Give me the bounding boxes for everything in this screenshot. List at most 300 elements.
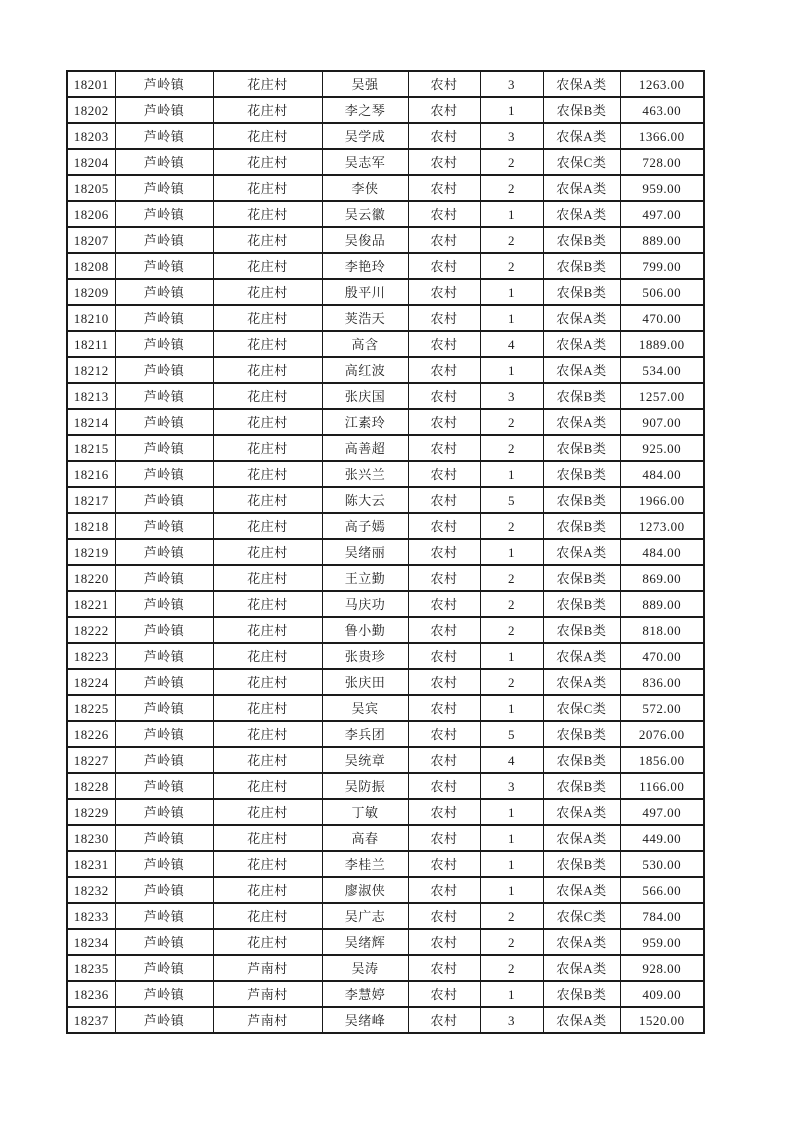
cell-insurance-category: 农保A类 bbox=[543, 539, 620, 565]
cell-town: 芦岭镇 bbox=[115, 669, 213, 695]
cell-insurance-category: 农保A类 bbox=[543, 175, 620, 201]
cell-id: 18223 bbox=[67, 643, 115, 669]
cell-name: 吴统章 bbox=[322, 747, 408, 773]
cell-village: 花庄村 bbox=[213, 201, 322, 227]
cell-insurance-category: 农保B类 bbox=[543, 227, 620, 253]
cell-town: 芦岭镇 bbox=[115, 695, 213, 721]
table-row bbox=[67, 435, 704, 461]
cell-residence-type: 农村 bbox=[408, 1007, 480, 1033]
cell-amount: 484.00 bbox=[620, 461, 704, 487]
cell-person-count: 3 bbox=[480, 773, 543, 799]
table-row bbox=[67, 877, 704, 903]
cell-name: 吴绪丽 bbox=[322, 539, 408, 565]
cell-village: 花庄村 bbox=[213, 435, 322, 461]
cell-id: 18222 bbox=[67, 617, 115, 643]
cell-amount: 1856.00 bbox=[620, 747, 704, 773]
table-row bbox=[67, 851, 704, 877]
cell-residence-type: 农村 bbox=[408, 331, 480, 357]
cell-name: 王立勤 bbox=[322, 565, 408, 591]
cell-village: 花庄村 bbox=[213, 903, 322, 929]
table-row bbox=[67, 97, 704, 123]
cell-name: 吴绪峰 bbox=[322, 1007, 408, 1033]
cell-insurance-category: 农保B类 bbox=[543, 747, 620, 773]
table-row bbox=[67, 773, 704, 799]
table-row bbox=[67, 227, 704, 253]
cell-amount: 409.00 bbox=[620, 981, 704, 1007]
cell-amount: 497.00 bbox=[620, 799, 704, 825]
cell-person-count: 2 bbox=[480, 669, 543, 695]
table-row bbox=[67, 279, 704, 305]
cell-id: 18231 bbox=[67, 851, 115, 877]
cell-amount: 818.00 bbox=[620, 617, 704, 643]
cell-id: 18226 bbox=[67, 721, 115, 747]
cell-town: 芦岭镇 bbox=[115, 175, 213, 201]
cell-village: 花庄村 bbox=[213, 929, 322, 955]
cell-id: 18232 bbox=[67, 877, 115, 903]
cell-insurance-category: 农保B类 bbox=[543, 981, 620, 1007]
table-row bbox=[67, 513, 704, 539]
cell-village: 芦南村 bbox=[213, 955, 322, 981]
cell-amount: 1520.00 bbox=[620, 1007, 704, 1033]
cell-town: 芦岭镇 bbox=[115, 617, 213, 643]
cell-amount: 470.00 bbox=[620, 305, 704, 331]
cell-person-count: 4 bbox=[480, 331, 543, 357]
cell-insurance-category: 农保B类 bbox=[543, 383, 620, 409]
cell-amount: 449.00 bbox=[620, 825, 704, 851]
table-row bbox=[67, 929, 704, 955]
cell-person-count: 2 bbox=[480, 409, 543, 435]
table-row bbox=[67, 565, 704, 591]
table-body bbox=[67, 71, 704, 1033]
cell-residence-type: 农村 bbox=[408, 877, 480, 903]
cell-insurance-category: 农保A类 bbox=[543, 331, 620, 357]
table-row bbox=[67, 201, 704, 227]
cell-village: 花庄村 bbox=[213, 383, 322, 409]
cell-residence-type: 农村 bbox=[408, 825, 480, 851]
cell-town: 芦岭镇 bbox=[115, 851, 213, 877]
cell-person-count: 1 bbox=[480, 851, 543, 877]
cell-person-count: 2 bbox=[480, 149, 543, 175]
cell-id: 18237 bbox=[67, 1007, 115, 1033]
cell-residence-type: 农村 bbox=[408, 409, 480, 435]
cell-person-count: 2 bbox=[480, 903, 543, 929]
cell-insurance-category: 农保B类 bbox=[543, 721, 620, 747]
cell-residence-type: 农村 bbox=[408, 565, 480, 591]
cell-town: 芦岭镇 bbox=[115, 721, 213, 747]
cell-town: 芦岭镇 bbox=[115, 799, 213, 825]
table-row bbox=[67, 1007, 704, 1033]
cell-insurance-category: 农保B类 bbox=[543, 253, 620, 279]
cell-village: 花庄村 bbox=[213, 305, 322, 331]
cell-id: 18218 bbox=[67, 513, 115, 539]
cell-name: 李兵团 bbox=[322, 721, 408, 747]
cell-name: 李慧婷 bbox=[322, 981, 408, 1007]
cell-amount: 1166.00 bbox=[620, 773, 704, 799]
cell-village: 花庄村 bbox=[213, 253, 322, 279]
cell-amount: 506.00 bbox=[620, 279, 704, 305]
cell-id: 18212 bbox=[67, 357, 115, 383]
cell-town: 芦岭镇 bbox=[115, 565, 213, 591]
cell-name: 吴绪辉 bbox=[322, 929, 408, 955]
cell-village: 花庄村 bbox=[213, 461, 322, 487]
cell-amount: 728.00 bbox=[620, 149, 704, 175]
cell-insurance-category: 农保A类 bbox=[543, 643, 620, 669]
cell-residence-type: 农村 bbox=[408, 357, 480, 383]
cell-amount: 1889.00 bbox=[620, 331, 704, 357]
cell-residence-type: 农村 bbox=[408, 669, 480, 695]
cell-person-count: 1 bbox=[480, 877, 543, 903]
cell-name: 丁敏 bbox=[322, 799, 408, 825]
cell-village: 花庄村 bbox=[213, 357, 322, 383]
cell-town: 芦岭镇 bbox=[115, 825, 213, 851]
cell-village: 花庄村 bbox=[213, 877, 322, 903]
cell-residence-type: 农村 bbox=[408, 383, 480, 409]
table-row bbox=[67, 799, 704, 825]
cell-amount: 869.00 bbox=[620, 565, 704, 591]
table-row bbox=[67, 539, 704, 565]
cell-id: 18208 bbox=[67, 253, 115, 279]
cell-village: 花庄村 bbox=[213, 487, 322, 513]
cell-town: 芦岭镇 bbox=[115, 487, 213, 513]
cell-village: 花庄村 bbox=[213, 669, 322, 695]
cell-amount: 784.00 bbox=[620, 903, 704, 929]
cell-amount: 1257.00 bbox=[620, 383, 704, 409]
cell-residence-type: 农村 bbox=[408, 97, 480, 123]
cell-town: 芦岭镇 bbox=[115, 461, 213, 487]
cell-insurance-category: 农保A类 bbox=[543, 305, 620, 331]
cell-id: 18229 bbox=[67, 799, 115, 825]
cell-insurance-category: 农保B类 bbox=[543, 617, 620, 643]
cell-town: 芦岭镇 bbox=[115, 435, 213, 461]
cell-amount: 925.00 bbox=[620, 435, 704, 461]
cell-village: 花庄村 bbox=[213, 851, 322, 877]
cell-person-count: 3 bbox=[480, 123, 543, 149]
cell-name: 张贵珍 bbox=[322, 643, 408, 669]
table-row bbox=[67, 721, 704, 747]
cell-amount: 1966.00 bbox=[620, 487, 704, 513]
cell-id: 18220 bbox=[67, 565, 115, 591]
cell-residence-type: 农村 bbox=[408, 539, 480, 565]
cell-name: 吴志军 bbox=[322, 149, 408, 175]
cell-name: 高红波 bbox=[322, 357, 408, 383]
cell-name: 张庆田 bbox=[322, 669, 408, 695]
cell-amount: 2076.00 bbox=[620, 721, 704, 747]
table-row bbox=[67, 461, 704, 487]
cell-person-count: 1 bbox=[480, 357, 543, 383]
cell-person-count: 1 bbox=[480, 799, 543, 825]
cell-amount: 928.00 bbox=[620, 955, 704, 981]
cell-person-count: 1 bbox=[480, 539, 543, 565]
table-row bbox=[67, 825, 704, 851]
cell-id: 18233 bbox=[67, 903, 115, 929]
table-row bbox=[67, 747, 704, 773]
cell-residence-type: 农村 bbox=[408, 227, 480, 253]
cell-residence-type: 农村 bbox=[408, 461, 480, 487]
table-row bbox=[67, 331, 704, 357]
cell-insurance-category: 农保A类 bbox=[543, 669, 620, 695]
cell-person-count: 1 bbox=[480, 695, 543, 721]
cell-insurance-category: 农保A类 bbox=[543, 825, 620, 851]
cell-amount: 959.00 bbox=[620, 929, 704, 955]
cell-residence-type: 农村 bbox=[408, 981, 480, 1007]
cell-residence-type: 农村 bbox=[408, 513, 480, 539]
cell-amount: 497.00 bbox=[620, 201, 704, 227]
cell-amount: 1273.00 bbox=[620, 513, 704, 539]
cell-person-count: 2 bbox=[480, 617, 543, 643]
cell-person-count: 2 bbox=[480, 227, 543, 253]
cell-town: 芦岭镇 bbox=[115, 773, 213, 799]
table-row bbox=[67, 383, 704, 409]
cell-residence-type: 农村 bbox=[408, 851, 480, 877]
cell-insurance-category: 农保A类 bbox=[543, 955, 620, 981]
cell-town: 芦岭镇 bbox=[115, 591, 213, 617]
cell-residence-type: 农村 bbox=[408, 617, 480, 643]
table-row bbox=[67, 591, 704, 617]
cell-insurance-category: 农保A类 bbox=[543, 357, 620, 383]
cell-person-count: 1 bbox=[480, 279, 543, 305]
cell-residence-type: 农村 bbox=[408, 955, 480, 981]
cell-residence-type: 农村 bbox=[408, 435, 480, 461]
cell-insurance-category: 农保B类 bbox=[543, 435, 620, 461]
cell-town: 芦岭镇 bbox=[115, 253, 213, 279]
cell-name: 高善超 bbox=[322, 435, 408, 461]
cell-id: 18236 bbox=[67, 981, 115, 1007]
cell-insurance-category: 农保B类 bbox=[543, 97, 620, 123]
cell-residence-type: 农村 bbox=[408, 253, 480, 279]
cell-insurance-category: 农保A类 bbox=[543, 123, 620, 149]
cell-village: 花庄村 bbox=[213, 97, 322, 123]
cell-insurance-category: 农保B类 bbox=[543, 461, 620, 487]
cell-insurance-category: 农保B类 bbox=[543, 279, 620, 305]
cell-amount: 1366.00 bbox=[620, 123, 704, 149]
cell-village: 花庄村 bbox=[213, 513, 322, 539]
cell-insurance-category: 农保B类 bbox=[543, 591, 620, 617]
cell-residence-type: 农村 bbox=[408, 487, 480, 513]
cell-name: 吴俊品 bbox=[322, 227, 408, 253]
cell-town: 芦岭镇 bbox=[115, 929, 213, 955]
cell-village: 花庄村 bbox=[213, 721, 322, 747]
cell-insurance-category: 农保C类 bbox=[543, 149, 620, 175]
cell-person-count: 3 bbox=[480, 1007, 543, 1033]
cell-village: 花庄村 bbox=[213, 773, 322, 799]
cell-name: 殷平川 bbox=[322, 279, 408, 305]
cell-town: 芦岭镇 bbox=[115, 409, 213, 435]
cell-residence-type: 农村 bbox=[408, 71, 480, 97]
cell-name: 吴宾 bbox=[322, 695, 408, 721]
cell-person-count: 2 bbox=[480, 929, 543, 955]
cell-amount: 484.00 bbox=[620, 539, 704, 565]
table-row bbox=[67, 253, 704, 279]
cell-insurance-category: 农保B类 bbox=[543, 487, 620, 513]
table-row bbox=[67, 669, 704, 695]
cell-town: 芦岭镇 bbox=[115, 383, 213, 409]
cell-name: 吴强 bbox=[322, 71, 408, 97]
table-row bbox=[67, 643, 704, 669]
cell-residence-type: 农村 bbox=[408, 279, 480, 305]
cell-name: 廖淑侠 bbox=[322, 877, 408, 903]
table-row bbox=[67, 487, 704, 513]
cell-village: 花庄村 bbox=[213, 331, 322, 357]
cell-name: 马庆功 bbox=[322, 591, 408, 617]
cell-village: 花庄村 bbox=[213, 643, 322, 669]
cell-id: 18215 bbox=[67, 435, 115, 461]
cell-town: 芦岭镇 bbox=[115, 71, 213, 97]
cell-insurance-category: 农保A类 bbox=[543, 201, 620, 227]
cell-id: 18202 bbox=[67, 97, 115, 123]
cell-insurance-category: 农保B类 bbox=[543, 773, 620, 799]
cell-name: 李艳玲 bbox=[322, 253, 408, 279]
cell-id: 18217 bbox=[67, 487, 115, 513]
cell-amount: 463.00 bbox=[620, 97, 704, 123]
cell-amount: 530.00 bbox=[620, 851, 704, 877]
cell-amount: 889.00 bbox=[620, 227, 704, 253]
cell-person-count: 2 bbox=[480, 175, 543, 201]
cell-person-count: 1 bbox=[480, 643, 543, 669]
cell-residence-type: 农村 bbox=[408, 747, 480, 773]
cell-town: 芦岭镇 bbox=[115, 201, 213, 227]
cell-village: 花庄村 bbox=[213, 539, 322, 565]
cell-village: 花庄村 bbox=[213, 71, 322, 97]
cell-person-count: 2 bbox=[480, 253, 543, 279]
table-row bbox=[67, 981, 704, 1007]
cell-person-count: 1 bbox=[480, 825, 543, 851]
cell-residence-type: 农村 bbox=[408, 773, 480, 799]
cell-id: 18204 bbox=[67, 149, 115, 175]
cell-town: 芦岭镇 bbox=[115, 539, 213, 565]
cell-insurance-category: 农保A类 bbox=[543, 799, 620, 825]
table-row bbox=[67, 305, 704, 331]
cell-amount: 534.00 bbox=[620, 357, 704, 383]
cell-residence-type: 农村 bbox=[408, 643, 480, 669]
cell-name: 吴广志 bbox=[322, 903, 408, 929]
cell-village: 花庄村 bbox=[213, 175, 322, 201]
cell-name: 陈大云 bbox=[322, 487, 408, 513]
cell-town: 芦岭镇 bbox=[115, 981, 213, 1007]
cell-residence-type: 农村 bbox=[408, 695, 480, 721]
cell-name: 李桂兰 bbox=[322, 851, 408, 877]
cell-name: 吴涛 bbox=[322, 955, 408, 981]
cell-id: 18225 bbox=[67, 695, 115, 721]
cell-id: 18213 bbox=[67, 383, 115, 409]
table-row bbox=[67, 617, 704, 643]
cell-person-count: 4 bbox=[480, 747, 543, 773]
cell-village: 花庄村 bbox=[213, 591, 322, 617]
cell-village: 花庄村 bbox=[213, 799, 322, 825]
cell-amount: 470.00 bbox=[620, 643, 704, 669]
cell-residence-type: 农村 bbox=[408, 123, 480, 149]
cell-id: 18221 bbox=[67, 591, 115, 617]
cell-village: 花庄村 bbox=[213, 565, 322, 591]
cell-id: 18216 bbox=[67, 461, 115, 487]
cell-residence-type: 农村 bbox=[408, 149, 480, 175]
cell-name: 鲁小勤 bbox=[322, 617, 408, 643]
cell-residence-type: 农村 bbox=[408, 929, 480, 955]
cell-person-count: 1 bbox=[480, 305, 543, 331]
cell-village: 花庄村 bbox=[213, 695, 322, 721]
cell-village: 花庄村 bbox=[213, 279, 322, 305]
cell-insurance-category: 农保A类 bbox=[543, 409, 620, 435]
cell-id: 18234 bbox=[67, 929, 115, 955]
cell-amount: 959.00 bbox=[620, 175, 704, 201]
table-row bbox=[67, 955, 704, 981]
cell-name: 高含 bbox=[322, 331, 408, 357]
cell-village: 花庄村 bbox=[213, 409, 322, 435]
cell-id: 18228 bbox=[67, 773, 115, 799]
cell-name: 李之琴 bbox=[322, 97, 408, 123]
cell-id: 18201 bbox=[67, 71, 115, 97]
cell-id: 18214 bbox=[67, 409, 115, 435]
cell-person-count: 2 bbox=[480, 591, 543, 617]
cell-name: 江素玲 bbox=[322, 409, 408, 435]
table-row bbox=[67, 71, 704, 97]
cell-name: 李侠 bbox=[322, 175, 408, 201]
cell-person-count: 3 bbox=[480, 383, 543, 409]
cell-person-count: 2 bbox=[480, 435, 543, 461]
cell-person-count: 1 bbox=[480, 97, 543, 123]
cell-amount: 907.00 bbox=[620, 409, 704, 435]
cell-town: 芦岭镇 bbox=[115, 513, 213, 539]
cell-insurance-category: 农保C类 bbox=[543, 903, 620, 929]
table-row bbox=[67, 409, 704, 435]
cell-town: 芦岭镇 bbox=[115, 357, 213, 383]
table-row bbox=[67, 357, 704, 383]
cell-id: 18230 bbox=[67, 825, 115, 851]
cell-town: 芦岭镇 bbox=[115, 149, 213, 175]
records-table bbox=[66, 70, 705, 1034]
cell-insurance-category: 农保A类 bbox=[543, 929, 620, 955]
cell-village: 花庄村 bbox=[213, 825, 322, 851]
cell-id: 18203 bbox=[67, 123, 115, 149]
cell-name: 吴云徽 bbox=[322, 201, 408, 227]
cell-insurance-category: 农保A类 bbox=[543, 1007, 620, 1033]
cell-village: 芦南村 bbox=[213, 981, 322, 1007]
cell-person-count: 3 bbox=[480, 71, 543, 97]
cell-amount: 889.00 bbox=[620, 591, 704, 617]
cell-id: 18205 bbox=[67, 175, 115, 201]
cell-amount: 572.00 bbox=[620, 695, 704, 721]
cell-amount: 566.00 bbox=[620, 877, 704, 903]
cell-person-count: 2 bbox=[480, 513, 543, 539]
cell-village: 花庄村 bbox=[213, 747, 322, 773]
cell-insurance-category: 农保C类 bbox=[543, 695, 620, 721]
cell-id: 18235 bbox=[67, 955, 115, 981]
table-row bbox=[67, 149, 704, 175]
cell-id: 18209 bbox=[67, 279, 115, 305]
cell-town: 芦岭镇 bbox=[115, 123, 213, 149]
cell-person-count: 2 bbox=[480, 955, 543, 981]
cell-id: 18210 bbox=[67, 305, 115, 331]
cell-id: 18207 bbox=[67, 227, 115, 253]
cell-town: 芦岭镇 bbox=[115, 227, 213, 253]
cell-village: 花庄村 bbox=[213, 123, 322, 149]
cell-village: 花庄村 bbox=[213, 617, 322, 643]
cell-town: 芦岭镇 bbox=[115, 643, 213, 669]
cell-residence-type: 农村 bbox=[408, 305, 480, 331]
cell-name: 吴防振 bbox=[322, 773, 408, 799]
cell-town: 芦岭镇 bbox=[115, 747, 213, 773]
cell-town: 芦岭镇 bbox=[115, 955, 213, 981]
cell-person-count: 1 bbox=[480, 461, 543, 487]
cell-town: 芦岭镇 bbox=[115, 877, 213, 903]
cell-amount: 836.00 bbox=[620, 669, 704, 695]
cell-person-count: 5 bbox=[480, 721, 543, 747]
cell-name: 张庆国 bbox=[322, 383, 408, 409]
cell-name: 高春 bbox=[322, 825, 408, 851]
cell-id: 18211 bbox=[67, 331, 115, 357]
cell-insurance-category: 农保B类 bbox=[543, 513, 620, 539]
cell-village: 花庄村 bbox=[213, 149, 322, 175]
cell-name: 吴学成 bbox=[322, 123, 408, 149]
